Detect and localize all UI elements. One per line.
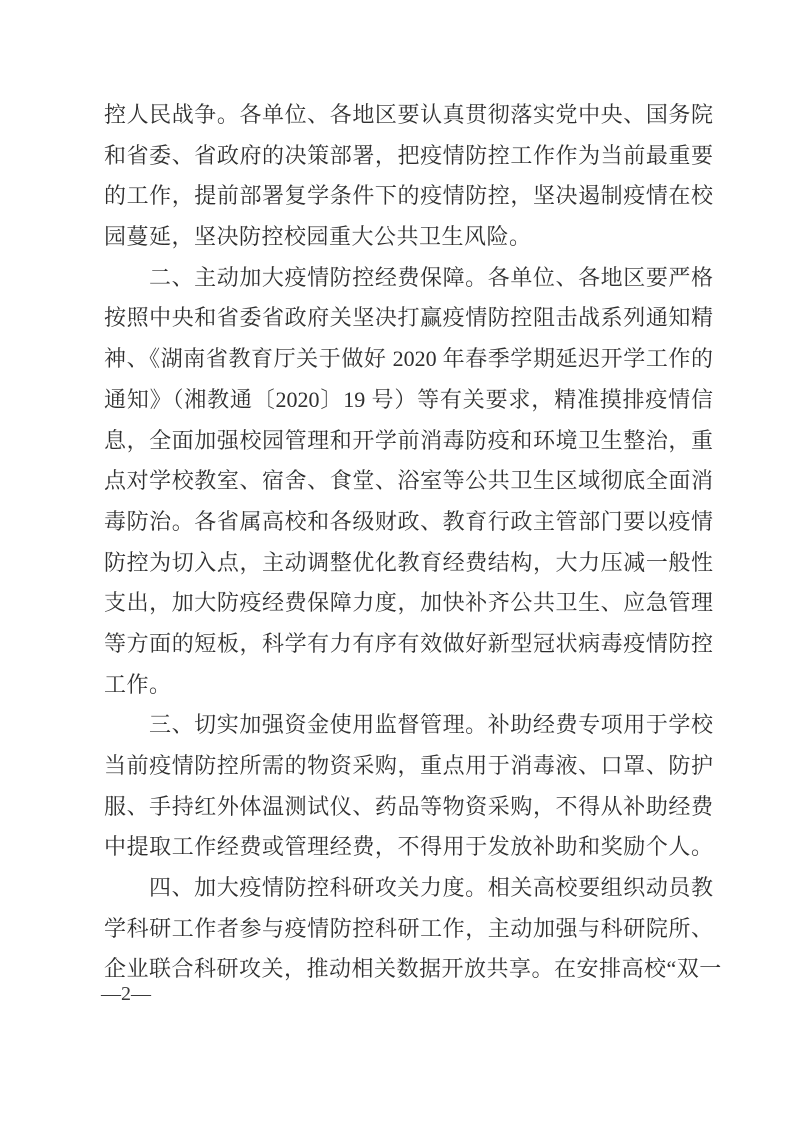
text-line: 服、手持红外体温测试仪、药品等物资采购，不得从补助经费 [104, 793, 713, 819]
text-line: 毒防治。各省属高校和各级财政、教育行政主管部门要以疫情 [104, 508, 713, 534]
text-line: 园蔓延，坚决防控校园重大公共卫生风险。 [104, 224, 532, 250]
text-line: 的工作，提前部署复学条件下的疫情防控，坚决遏制疫情在校 [104, 183, 713, 209]
text-line: 和省委、省政府的决策部署，把疫情防控工作作为当前最重要 [104, 142, 713, 168]
text-line: 防控为切入点，主动调整优化教育经费结构，大力压减一般性 [104, 549, 713, 575]
text-line: 四、加大疫情防控科研攻关力度。相关高校要组织动员教 [149, 875, 713, 901]
text-line: 控人民战争。各单位、各地区要认真贯彻落实党中央、国务院 [104, 102, 713, 127]
text-line: 神、《湖南省教育厅关于做好 2020 年春季学期延迟开学工作的 [104, 346, 713, 372]
text-line: 企业联合科研攻关，推动相关数据开放共享。在安排高校“双一 [104, 956, 722, 982]
text-line: 学科研工作者参与疫情防控科研工作，主动加强与科研院所、 [104, 915, 713, 941]
text-line: 二、主动加大疫情防控经费保障。各单位、各地区要严格 [149, 264, 713, 290]
text-line: 支出，加大防疫经费保障力度，加快补齐公共卫生、应急管理 [104, 590, 713, 616]
text-line: 按照中央和省委省政府关坚决打赢疫情防控阻击战系列通知精 [104, 305, 713, 331]
text-line: 工作。 [104, 671, 172, 697]
page-number: —2— [101, 983, 151, 1005]
text-line: 中提取工作经费或管理经费，不得用于发放补助和奖励个人。 [104, 834, 713, 860]
text-line: 当前疫情防控所需的物资采购，重点用于消毒液、口罩、防护 [104, 753, 713, 778]
text-line: 等方面的短板，科学有力有序有效做好新型冠状病毒疫情防控 [104, 630, 713, 656]
text-line: 三、切实加强资金使用监督管理。补助经费专项用于学校 [149, 712, 713, 738]
text-line: 息，全面加强校园管理和开学前消毒防疫和环境卫生整治，重 [104, 427, 713, 453]
text-line: 通知》（湘教通〔2020〕19 号）等有关要求，精准摸排疫情信 [104, 386, 713, 412]
body-text-block [104, 95, 722, 990]
text-line: 点对学校教室、宿舍、食堂、浴室等公共卫生区域彻底全面消 [104, 468, 713, 494]
